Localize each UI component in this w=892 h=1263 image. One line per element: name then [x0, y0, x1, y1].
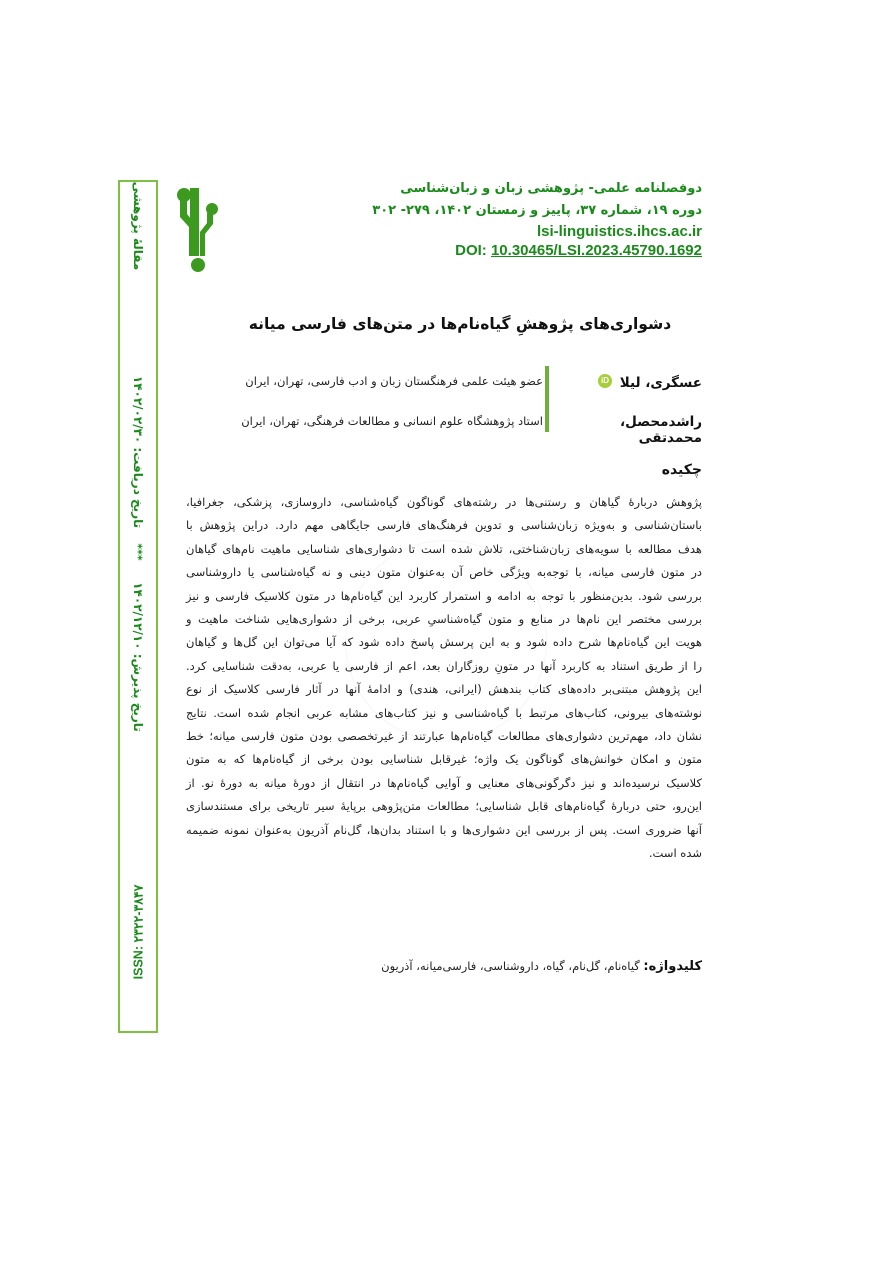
abstract-line: پژوهش دربارهٔ گیاهان و رستنی‌ها در رشته‌های گوناگون گیاه‌شناسی، داروسازی، پزشکی، جغرافیا، — [186, 495, 702, 509]
article-title: دشواری‌های پژوهشِ گیاه‌نام‌ها در متن‌های فارسی میانه — [248, 315, 672, 333]
abstract-body — [186, 491, 702, 866]
article-info-sidebar — [118, 180, 158, 1033]
author-row — [241, 408, 702, 448]
doi-link[interactable]: 10.30465/LSI.2023.45790.1692 — [490, 242, 702, 259]
abstract-line: آنها ضروری است. پس از بررسی این دشواری‌ها و با استناد بدان‌ها، گل‌نام آذریون به‌عنوان نمونه ضمیمه — [186, 822, 702, 837]
author-affiliation: استاد پژوهشگاه علوم انسانی و مطالعات فرهنگی، تهران، ایران — [241, 414, 543, 428]
keywords — [381, 959, 702, 974]
orcid-icon[interactable]: iD — [598, 374, 612, 388]
received-date: تاریخ دریافت: ۱۴۰۲/۰۲/۳۰ — [131, 375, 145, 529]
abstract-line: کلاسیک نرسیده‌اند و نیز دگرگونی‌های معنایی و آوایی گیاه‌نام‌ها در انتقال از دورهٔ میانه به دورهٔ نو. از — [186, 775, 702, 790]
journal-doi — [372, 241, 702, 260]
abstract-line: این پژوهش مبتنی‌بر داده‌های کتاب بندهش (ایرانی، هندی) و ادامهٔ آنها در آثار فارسی کلاسیک از نوع — [186, 682, 702, 697]
abstract-line: بررسی شود. بدین‌منظور با توجه به ادامه و استمرار کاربرد این گیاه‌نام‌ها در متون کلاسیک فارسی و نیز — [186, 588, 702, 603]
keywords-value: گیاه‌نام، گل‌نام، گیاه، داروشناسی، فارسی‌میانه، آذریون — [381, 959, 644, 973]
author-affiliation: عضو هیئت علمی فرهنگستان زبان و ادب فارسی، تهران، ایران — [245, 374, 543, 388]
abstract-line: شده است. — [648, 846, 702, 861]
doi-label: DOI: — [455, 242, 491, 259]
author-row — [245, 368, 702, 408]
journal-logo-icon — [176, 182, 218, 274]
journal-header — [372, 178, 702, 260]
date-separator: *** — [131, 543, 145, 561]
abstract-line: بررسی مختصر این نام‌ها در منابع و متون گیاه‌شناسیِ عربی، برخی از دشواری‌هایی شناخت ماهیت و — [186, 612, 702, 627]
author-name-text: عسگری، لیلا — [619, 375, 702, 391]
abstract-line: در متون فارسی میانه، با توجه‌به ویژگی خاص آن به‌عنوان متون دینی و نه گیاه‌شناسی یا داروشناسی — [186, 565, 702, 580]
author-name — [580, 374, 702, 391]
journal-issue: دوره ۱۹، شماره ۳۷، پاییز و زمستان ۱۴۰۲، ۲۷۹- ۳۰۲ — [372, 203, 702, 218]
abstract-line: باستان‌شناسی و به‌ویژه زبان‌شناسی و تدوین فرهنگ‌های فارسی جایگاهی مهم دارد. دراین پژوهش با — [186, 518, 702, 533]
abstract-line: نوشته‌های بیرونی، کتاب‌های مرتبط با گیاه‌شناسی و نیز کتاب‌های مشابه عربی انجام شده است. نتایج — [186, 705, 702, 720]
abstract-line: هویت این گیاه‌نام‌ها شرح داده شود و به این پرسش پاسخ داده شود که آیا می‌توان این گل‌ها و گیاهان — [186, 635, 702, 650]
keywords-label: کلیدواژه: — [643, 959, 702, 974]
abstract-line: متون و امکان خوانش‌های گوناگون یک واژه؛ غیرقابل شناسایی بودن برخی از گیاه‌نام‌ها که به متون — [186, 752, 702, 767]
abstract-line: این‌رو، حتی دربارهٔ گیاه‌نام‌های قابل شناسایی؛ مطالعات متن‌پژوهی برپایهٔ سیر تاریخی برای مستندسازی — [186, 799, 702, 814]
authors-block — [241, 368, 702, 448]
abstract-line: را از طریق استناد به کاربرد آنها در متونِ روزگاران بعد، اعم از فارسی یا عربی، به‌دقت شناسایی کرد. — [186, 658, 702, 673]
accepted-date: تاریخ پذیرش: ۱۴۰۲/۱۲/۱۰ — [131, 582, 145, 732]
abstract-line: هدف مطالعه با سویه‌های زبان‌شناختی، تلاش شده است تا دشواری‌های شناسایی ماهیت نام‌های گیاهان — [186, 541, 702, 556]
journal-name: دوفصلنامه علمی- پژوهشی زبان و زبان‌شناسی — [400, 181, 702, 196]
abstract-heading: چکیده — [661, 462, 702, 478]
issn-number: ISSN: ۲۳۲۲-۳۸۴۷ — [131, 884, 146, 980]
journal-url[interactable]: lsi-linguistics.ihcs.ac.ir — [536, 223, 702, 240]
author-name: راشدمحصل، محمدتقی — [619, 414, 702, 446]
article-type-label: مقالهٔ پژوهشی — [131, 181, 145, 271]
abstract-line: نشان داد، مهم‌ترین دشواری‌های مطالعات گیاه‌نام‌ها عبارتند از غیرتخصصی بودن متون فارسی میانه؛ خط — [186, 729, 702, 744]
